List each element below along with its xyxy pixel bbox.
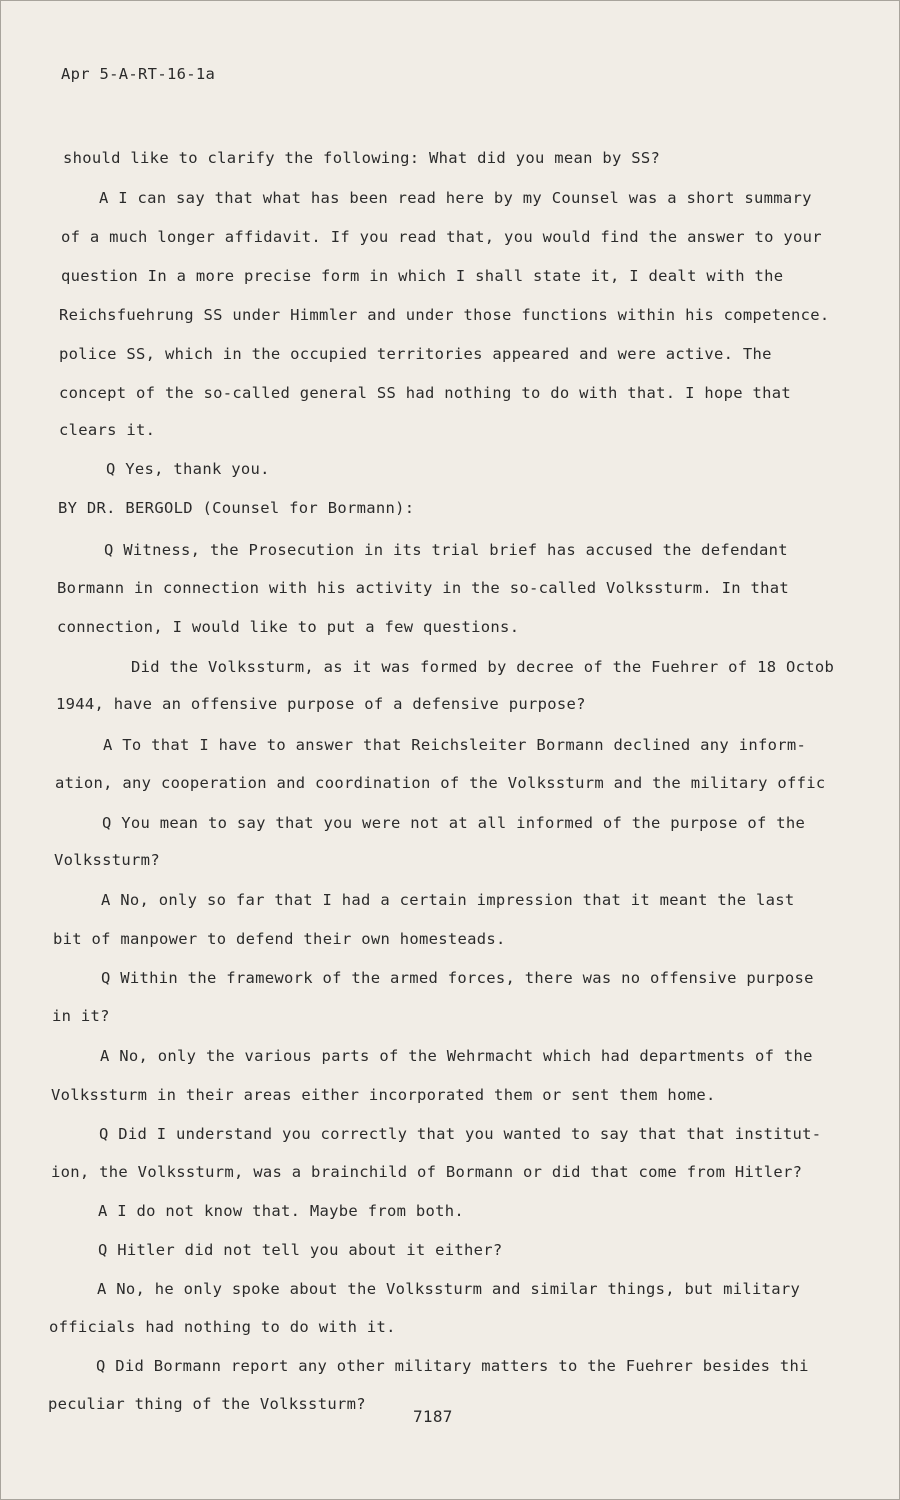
text-line: connection, I would like to put a few questions. xyxy=(57,618,520,636)
text-line: 1944, have an offensive purpose of a defensive purpose? xyxy=(56,695,586,713)
text-line: Q Hitler did not tell you about it either? xyxy=(98,1241,503,1259)
text-line: A No, he only spoke about the Volkssturm and similar things, but military xyxy=(97,1280,801,1298)
text-line: ion, the Volkssturm, was a brainchild of Bormann or did that come from Hitler? xyxy=(51,1163,803,1181)
text-line: Reichsfuehrung SS under Himmler and under those functions within his competence. xyxy=(59,306,830,324)
text-line: Did the Volkssturm, as it was formed by decree of the Fuehrer of 18 Octob xyxy=(131,658,835,676)
text-line: A No, only the various parts of the Wehrmacht which had departments of the xyxy=(100,1047,813,1065)
text-line: peculiar thing of the Volkssturm? xyxy=(48,1395,366,1413)
text-line: A No, only so far that I had a certain impression that it meant the last xyxy=(101,891,795,909)
page-number: 7187 xyxy=(413,1407,453,1426)
text-line: A I do not know that. Maybe from both. xyxy=(98,1202,465,1220)
text-line: officials had nothing to do with it. xyxy=(49,1318,396,1336)
text-line: BY DR. BERGOLD (Counsel for Bormann): xyxy=(58,499,415,517)
text-line: ation, any cooperation and coordination of the Volkssturm and the military offic xyxy=(55,774,826,792)
text-line: question In a more precise form in which I shall state it, I dealt with the xyxy=(61,267,784,285)
text-line: police SS, which in the occupied territories appeared and were active. The xyxy=(59,345,772,363)
text-line: Volkssturm? xyxy=(54,851,160,869)
text-line: should like to clarify the following: What did you mean by SS? xyxy=(63,149,661,167)
text-line: bit of manpower to defend their own homesteads. xyxy=(53,930,506,948)
text-line: Bormann in connection with his activity in the so-called Volkssturm. In that xyxy=(57,579,790,597)
text-line: Q Did Bormann report any other military matters to the Fuehrer besides thi xyxy=(96,1357,809,1375)
text-line: concept of the so-called general SS had nothing to do with that. I hope that xyxy=(59,384,792,402)
text-line: Volkssturm in their areas either incorporated them or sent them home. xyxy=(51,1086,716,1104)
text-line: Q Did I understand you correctly that you wanted to say that that institut- xyxy=(99,1125,822,1143)
corner-mark xyxy=(35,33,43,41)
text-line: clears it. xyxy=(59,421,156,439)
text-line: Q You mean to say that you were not at all informed of the purpose of the xyxy=(102,814,806,832)
text-line: Q Witness, the Prosecution in its trial brief has accused the defendant xyxy=(104,541,788,559)
text-line: in it? xyxy=(52,1007,110,1025)
text-line: A To that I have to answer that Reichsleiter Bormann declined any inform- xyxy=(103,736,807,754)
text-line: A I can say that what has been read here by my Counsel was a short summary xyxy=(99,189,812,207)
text-line: of a much longer affidavit. If you read that, you would find the answer to your xyxy=(61,228,822,246)
text-line: Q Within the framework of the armed forces, there was no offensive purpose xyxy=(101,969,814,987)
text-line: Q Yes, thank you. xyxy=(106,460,270,478)
document-header: Apr 5-A-RT-16-1a xyxy=(61,65,216,83)
